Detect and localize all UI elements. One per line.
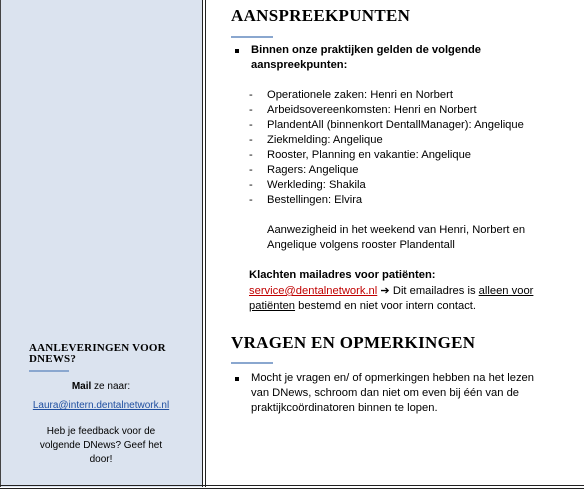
klachten-emphasis: patiënten [249, 300, 296, 312]
sidebar-panel [0, 0, 202, 487]
section-title-vragen: VRAGEN EN OPMERKINGEN [231, 333, 476, 352]
sidebar-heading: DNEWS? [29, 353, 77, 365]
contact-item: Arbeidsovereenkomsten: Henri en Norbert [267, 104, 477, 116]
dash-bullet: - [249, 164, 253, 176]
dash-bullet: - [249, 134, 253, 146]
contact-item: Werkleding: Shakila [267, 179, 366, 191]
dash-bullet: - [249, 194, 253, 206]
title-accent-rule [231, 362, 273, 364]
dash-bullet: - [249, 89, 253, 101]
left-border [0, 0, 1, 487]
bottom-border [0, 485, 584, 486]
intro-text: Binnen onze praktijken gelden de volgende [251, 44, 482, 56]
column-divider [202, 0, 203, 487]
contact-item: Ziekmelding: Angelique [267, 134, 383, 146]
service-email-link[interactable]: service@dentalnetwork.nl [249, 285, 378, 297]
klachten-label: Klachten mailadres voor patiënten: [249, 269, 436, 281]
vragen-text: praktijkcoördinatoren binnen te lopen. [251, 402, 438, 414]
title-accent-rule [231, 36, 273, 38]
weekend-note: Angelique volgens rooster Plandentall [267, 239, 455, 251]
sidebar-feedback-text: Heb je feedback voor de [46, 426, 156, 437]
section-title-aanspreekpunten: AANSPREEKPUNTEN [231, 6, 411, 25]
contact-item: Operationele zaken: Henri en Norbert [267, 89, 453, 101]
contact-item: Rooster, Planning en vakantie: Angelique [267, 149, 472, 161]
contact-item: Ragers: Angelique [267, 164, 359, 176]
arrow-right-icon: ➔ [380, 285, 390, 297]
intro-text: aanspreekpunten: [251, 59, 348, 71]
column-divider [205, 0, 206, 487]
sidebar-heading: AANLEVERINGEN VOOR [29, 342, 166, 354]
dash-bullet: - [249, 179, 253, 191]
klachten-line [249, 284, 533, 299]
mail-rest: ze naar: [91, 381, 131, 392]
dash-bullet: - [249, 119, 253, 131]
dash-bullet: - [249, 149, 253, 161]
klachten-text: Dit emailadres is [389, 285, 479, 297]
mail-label: Mail [71, 381, 92, 392]
square-bullet-icon [235, 377, 239, 381]
contact-item: PlandentAll (binnenkort DentallManager): Angelique [267, 119, 524, 131]
weekend-note: Aanwezigheid in het weekend van Henri, Norbert en [267, 224, 526, 236]
sidebar-mail-text [0, 380, 202, 394]
square-bullet-icon [235, 49, 239, 53]
dash-bullet: - [249, 104, 253, 116]
klachten-text: bestemd en niet voor intern contact. [295, 300, 477, 312]
sidebar-email-link[interactable]: Laura@intern.dentalnetwork.nl [32, 400, 170, 411]
bottom-border [0, 488, 584, 489]
sidebar-feedback-text: door! [89, 454, 113, 465]
sidebar-accent-rule [29, 370, 69, 372]
vragen-text: Mocht je vragen en/ of opmerkingen hebben na het lezen [251, 372, 534, 384]
klachten-emphasis: alleen voor [478, 285, 534, 297]
vragen-text: van DNews, schroom dan niet om even bij één van de [251, 387, 520, 399]
sidebar-email-row [0, 399, 202, 413]
klachten-line [249, 299, 476, 314]
sidebar-feedback-text: volgende DNews? Geef het [39, 440, 163, 451]
contact-item: Bestellingen: Elvira [267, 194, 363, 206]
